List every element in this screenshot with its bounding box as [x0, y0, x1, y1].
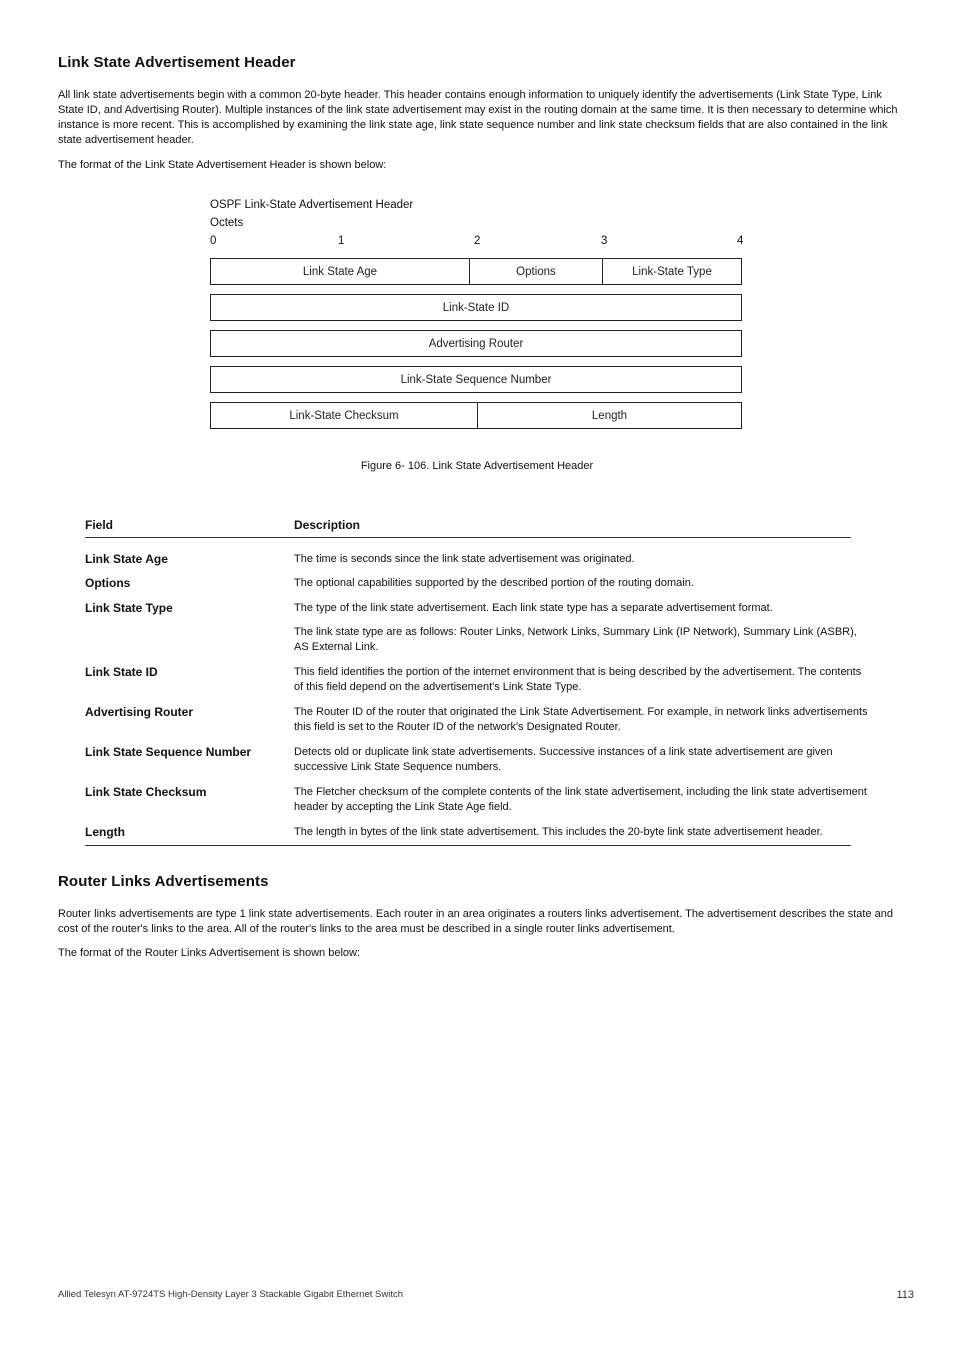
octet-tick: 4	[737, 235, 744, 247]
table-description: The length in bytes of the link state advertisement. This includes the 20-byte link state advertisement header.	[294, 826, 823, 838]
page-number: 113	[896, 1289, 914, 1301]
table-field: Advertising Router	[85, 705, 194, 719]
footer-text: Allied Telesyn AT-9724TS High-Density Layer 3 Stackable Gigabit Ethernet Switch	[58, 1289, 403, 1300]
paragraph: Router links advertisements are type 1 link state advertisements. Each router in an area originates a routers links advertisement. The advertisement describes the state and cost of the router's links to the area. All of the router's links to the area must be described in a single router links advertisement.	[58, 908, 893, 935]
header-row	[210, 402, 742, 429]
sequence-number-cell: Link-State Sequence Number	[210, 366, 742, 393]
table-description: The type of the link state advertisement. Each link state type has a separate advertisement format.	[294, 602, 773, 614]
table-header-field: Field	[85, 518, 114, 532]
table-field: Link State Age	[85, 552, 168, 566]
table-description: The Fletcher checksum of the complete contents of the link state advertisement, including the link state advertisement header by accepting the Link State Age field.	[294, 786, 867, 813]
diagram-title: OSPF Link-State Advertisement Header	[210, 199, 414, 211]
figure-caption: Figure 6- 106. Link State Advertisement Header	[360, 460, 594, 472]
table-description: Detects old or duplicate link state advertisements. Successive instances of a link state advertisement are given successive Link State Sequence numbers.	[294, 746, 833, 773]
octet-tick: 0	[210, 235, 217, 247]
header-row	[210, 258, 742, 285]
table-field: Link State Sequence Number	[85, 745, 252, 759]
section-heading-router-links: Router Links Advertisements	[58, 873, 269, 890]
table-description: The Router ID of the router that originated the Link State Advertisement. For example, in network links advertisements this field is set to the Router ID of the network's Designated Router.	[294, 706, 868, 733]
link-state-id-cell: Link-State ID	[210, 294, 742, 321]
table-field: Length	[85, 825, 125, 839]
table-description: This field identifies the portion of the internet environment that is being described by the advertisement. The contents of this field depend on the advertisement's Link State Type.	[294, 666, 862, 693]
octet-tick: 1	[338, 235, 345, 247]
octets-label: Octets	[210, 217, 244, 229]
advertising-router-cell: Advertising Router	[210, 330, 742, 357]
octet-tick: 3	[601, 235, 608, 247]
paragraph: The format of the Link State Advertisement Header is shown below:	[58, 159, 387, 171]
table-field: Options	[85, 576, 131, 590]
table-bottom-rule	[85, 845, 851, 846]
octet-tick: 2	[474, 235, 481, 247]
table-field: Link State Type	[85, 601, 173, 615]
link-state-age-cell: Link State Age	[302, 265, 378, 278]
paragraph: The format of the Router Links Advertisement is shown below:	[58, 947, 361, 959]
table-description: The time is seconds since the link state advertisement was originated.	[294, 553, 635, 565]
options-cell: Options	[469, 259, 602, 284]
paragraph: All link state advertisements begin with a common 20-byte header. This header contains enough information to uniquely identify the advertisements (Link State Type, Link State ID, and Advertising Router). Multiple instances of the link state advertisement may exist in the routing domain at the same time. It is then necessary to determine which instance is more recent. This is accomplished by examining the link state age, link state sequence number and link state checksum fields that are also contained in the link state advertisement header.	[58, 89, 898, 146]
table-description: The optional capabilities supported by the described portion of the routing domain.	[294, 577, 694, 589]
checksum-cell: Link-State Checksum	[289, 409, 399, 422]
table-field: Link State ID	[85, 665, 158, 679]
section-heading-lsa-header: Link State Advertisement Header	[58, 54, 296, 71]
table-description: The link state type are as follows: Router Links, Network Links, Summary Link (IP Network), Summary Link (ASBR), AS External Link.	[294, 626, 857, 653]
table-header-rule	[85, 537, 851, 538]
length-cell: Length	[477, 403, 741, 428]
table-field: Link State Checksum	[85, 785, 207, 799]
table-header-description: Description	[294, 518, 361, 532]
link-state-type-cell: Link-State Type	[602, 259, 741, 284]
